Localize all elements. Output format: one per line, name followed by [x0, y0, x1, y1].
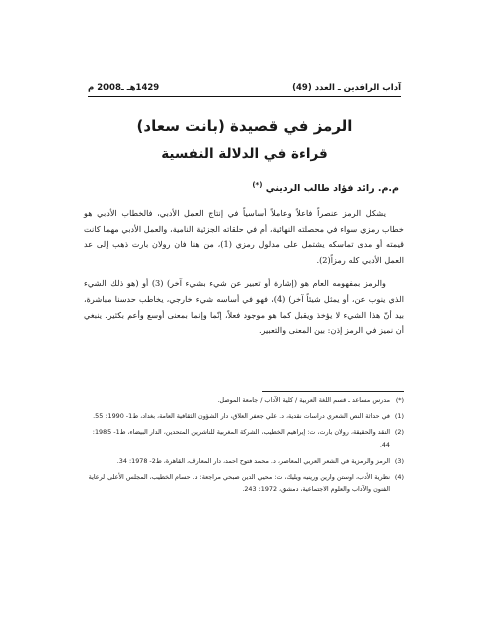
footnote-text: نظرية الأدب، اوستن وارين ورينيه ويليك، ت: محيي الدين صبحي مراجعة: د. حسام الخطيب، المجلس الأعلى لرعاية الفنون والآداب والعلوم الاجتماعية، دمشق، 1972: 243. [88, 472, 390, 493]
article-title: الرمز في قصيدة (بانت سعاد) [136, 117, 353, 135]
footnote [84, 410, 404, 423]
footnotes [84, 394, 404, 499]
journal-name: آداب الرافدين ـ العدد (49) [292, 83, 401, 93]
body-paragraph-1: يشكل الرمز عنصراً فاعلاً وعاملاً أساسياً في إنتاج العمل الأدبي، فالخطاب الأدبي هو خطاب رمزي سواء في محصلته النهائية، أم في حلقاته الجزئية النامية، والعمل الأدبي مهما كانت قيمته أو مدى تماسكه يشتمل على مدلول رمزي (1)، من هنا فان رولان بارت ذهب إلى عد العمل الأدبي كله رمزاً(2). [84, 208, 404, 265]
footnote [84, 455, 404, 468]
footnote-number: (4) [394, 472, 404, 481]
footnote-separator [262, 391, 404, 392]
footnote-number: (*) [395, 396, 404, 404]
footnote [84, 471, 404, 496]
header-rule [88, 96, 401, 97]
footnote-text: مدرس مساعد ـ قسم اللغة العربية / كلية الآداب / جامعة الموصل. [217, 396, 390, 404]
running-header [88, 82, 401, 94]
author-byline [252, 178, 399, 196]
footnote [84, 426, 404, 451]
issue-date: 1429هـ ـ2008 م [88, 83, 160, 93]
footnote-number: (1) [394, 412, 404, 420]
author-name: م.م. رائد فؤاد طالب الرديني [265, 183, 399, 195]
footnote-text: الرمز والرمزية في الشعر العربي المعاصر، د. محمد فتوح احمد، دار المعارف، القاهرة، ط2- 1978: 34. [116, 456, 390, 465]
footnote-number: (3) [394, 456, 404, 465]
footnote-number: (2) [394, 428, 404, 436]
article-body [84, 206, 404, 339]
footnote-text: النقد والحقيقة، رولان بارت، ت: إبراهيم الخطيب، الشركة المغربية للناشرين المتحدين، الدار البيضاء، ط1- 1985: 44. [92, 428, 390, 449]
footnote [84, 394, 404, 407]
body-paragraph-2: والرمز بمفهومه العام هو (إشارة أو تعبير عن شيء بشيء آخر) (3) أو (هو ذلك الشيء الذي ينوب عن، أو يمثل شيئاً آخر) (4)، فهو في أساسه شيء خارجي، يخاطب حدسنا مباشرة، بيد أنّ هذا الشيء لا يؤخذ ويقبل كما هو موجود فعلاً، إنّما وإنما بمعنى أوسع وأعم بكثير. ينبغي أن نميز في الرمز إذن: بين المعنى والتعبير. [84, 278, 404, 336]
article-subtitle: قراءة في الدلالة النفسية [161, 146, 328, 162]
footnote-text: في حداثة النص الشعري دراسات نقدية، د. علي جعفر العلاق، دار الشؤون الثقافية العامة، بغداد، ط1- 1990: 55. [93, 412, 390, 420]
author-footnote-mark: (*) [252, 181, 263, 189]
